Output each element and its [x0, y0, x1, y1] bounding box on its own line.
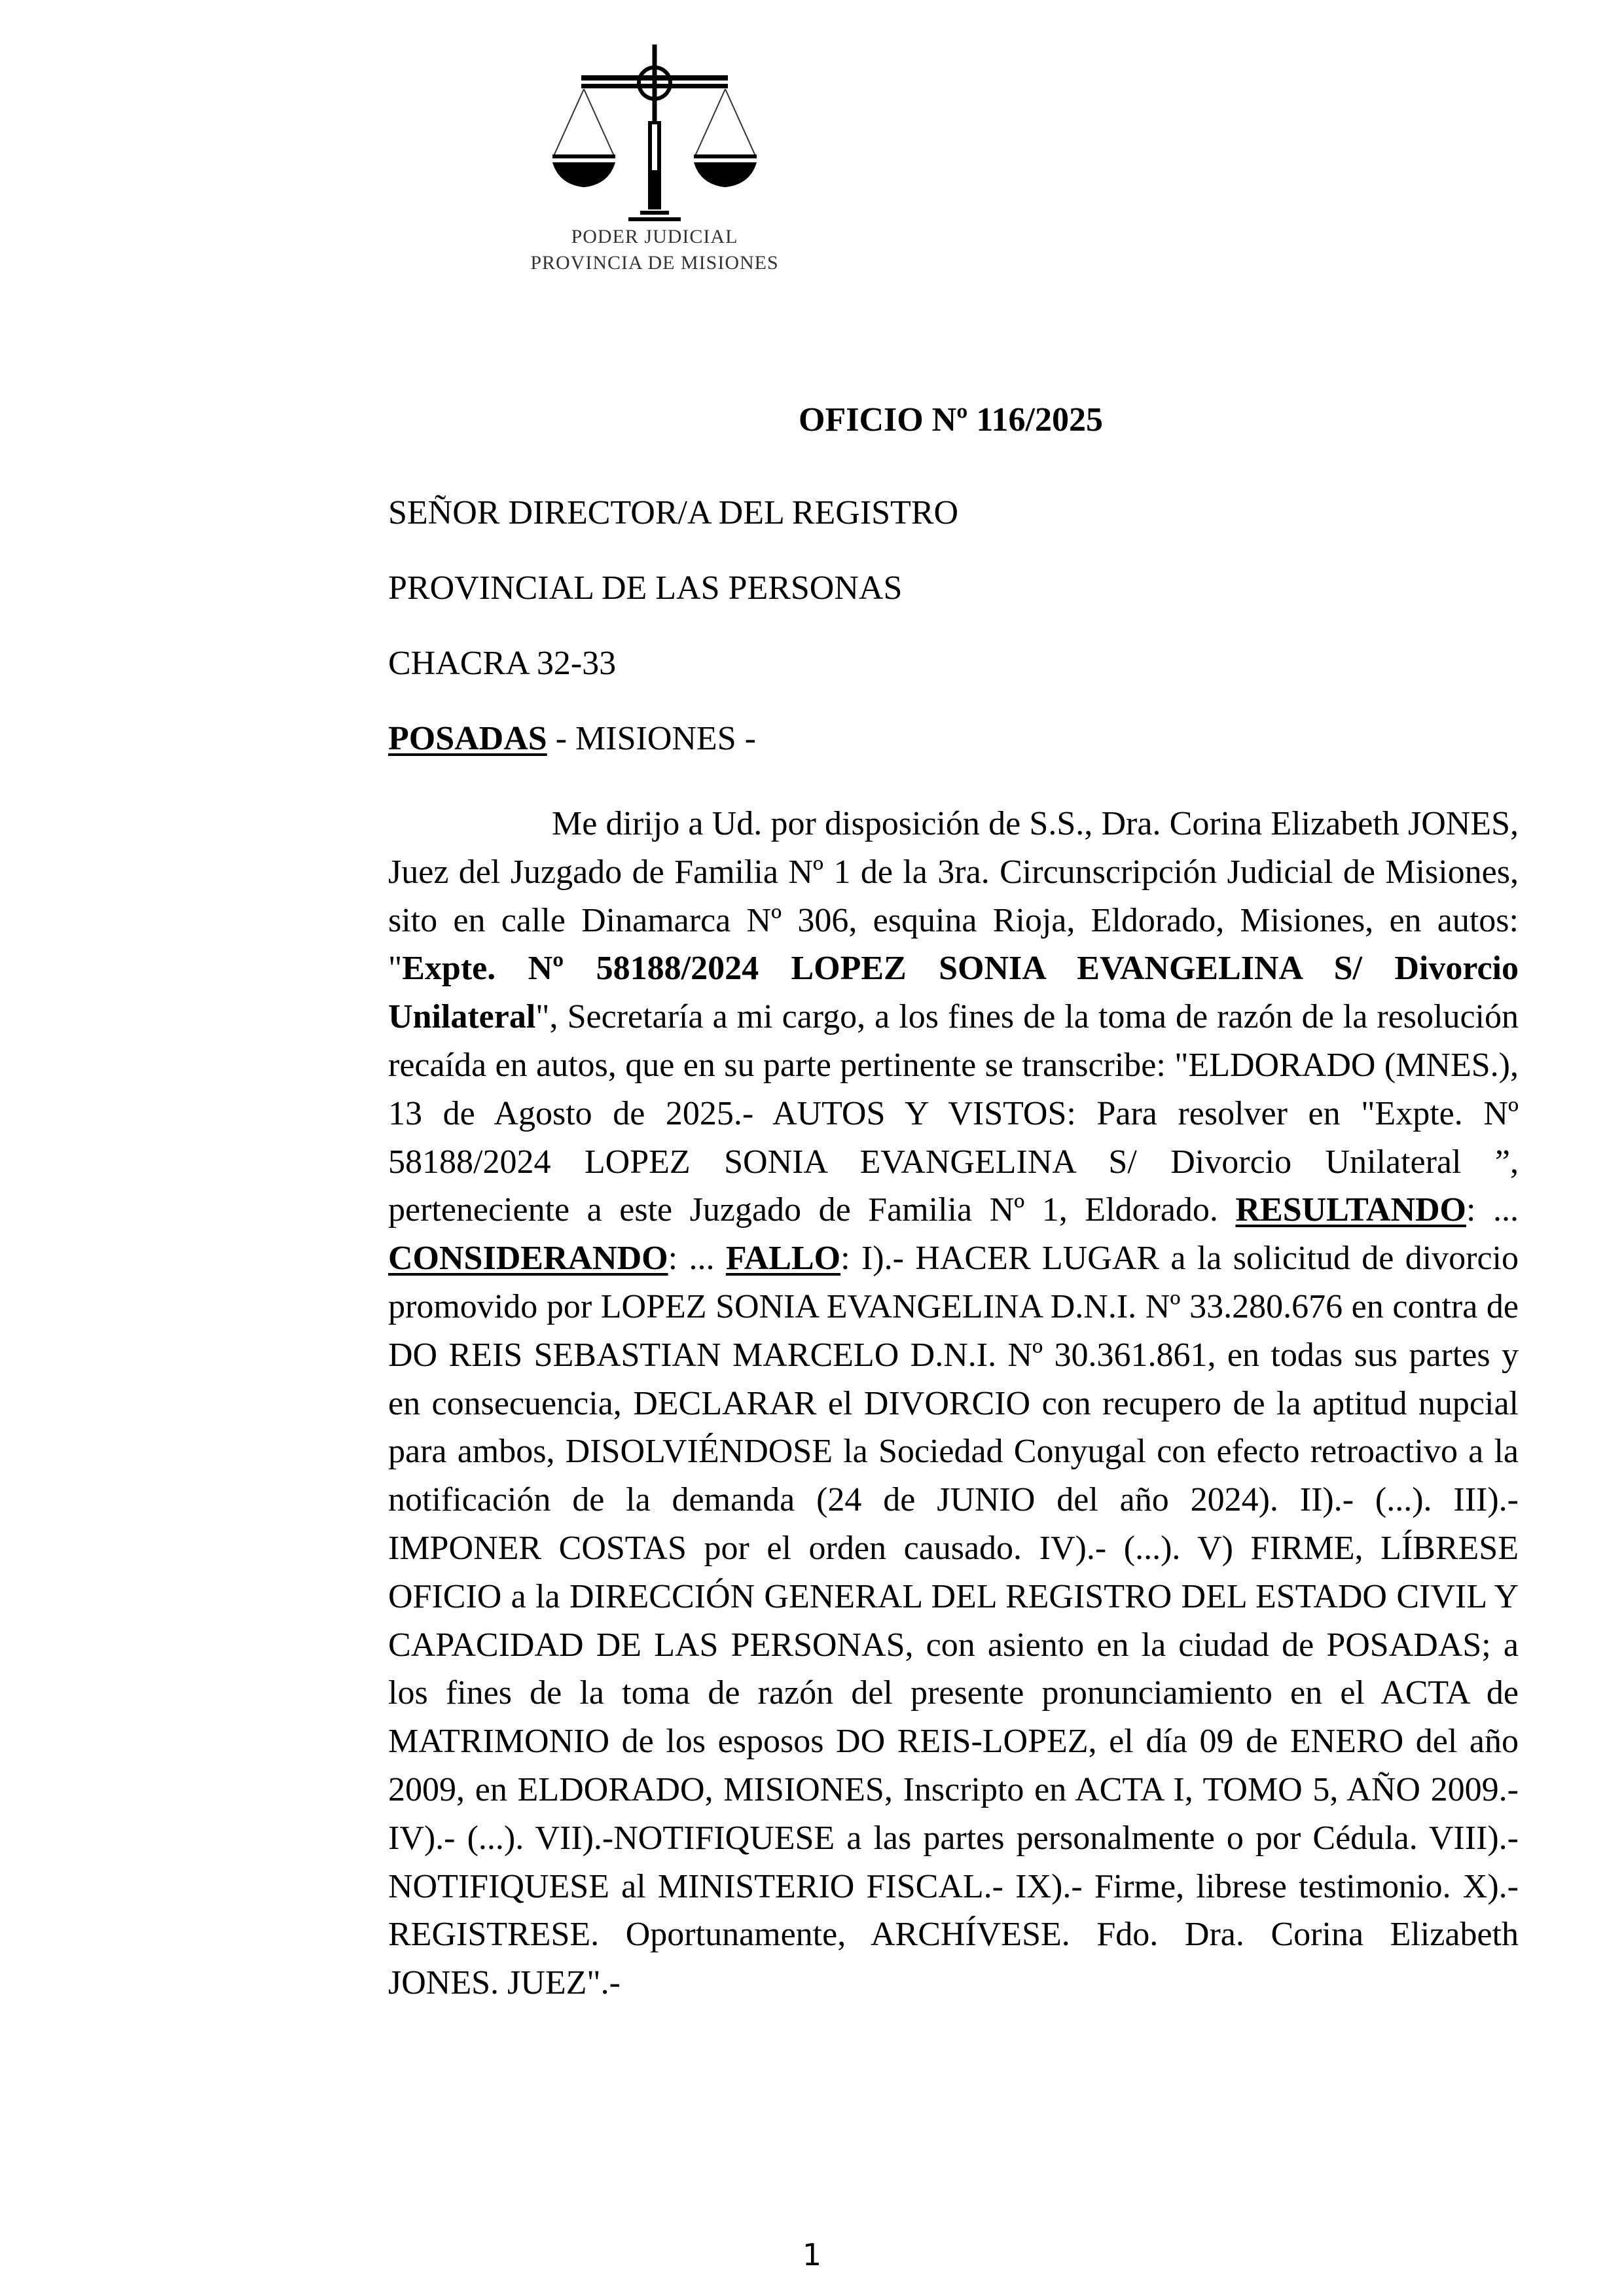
recipient-line-1: SEÑOR DIRECTOR/A DEL REGISTRO	[388, 494, 959, 531]
recipient-line-2: PROVINCIAL DE LAS PERSONAS	[388, 569, 903, 607]
recipient-city: POSADAS	[388, 720, 547, 757]
document-title: OFICIO Nº 116/2025	[799, 401, 1103, 439]
body-paragraph	[388, 800, 1519, 2007]
recipient-city-line	[388, 719, 756, 758]
document-body	[388, 800, 1519, 2007]
logo-text-poder-judicial: PODER JUDICIAL	[571, 226, 738, 247]
case-caption: Expte. Nº 58188/2024 LOPEZ SONIA EVANGELINA S/ Divorcio Unilateral	[388, 950, 1519, 1036]
scales-of-justice-icon	[543, 39, 766, 223]
logo-text-provincia: PROVINCIA DE MISIONES	[530, 252, 779, 274]
resultando-heading: RESULTANDO	[1235, 1191, 1467, 1229]
body-intro: Me dirijo a Ud. por disposición de S.S., Dra. Corina Elizabeth JONES, Juez del Juzgado de Familia Nº 1 de la 3ra. Circunscripción Judicial de Misiones, sito en calle Dinamarca Nº 306, esquina Rioja, Eldorado, Misiones, en autos: "	[388, 805, 1519, 988]
fallo-text: : I).- HACER LUGAR a la solicitud de divorcio promovido por LOPEZ SONIA EVANGELINA D.N.I. Nº 33.280.676 en contra de DO REIS SEBASTIAN MARCELO D.N.I. Nº 30.361.861, en todas sus partes y en consecuencia, DECLARAR el DIVORCIO con recupero de la aptitud nupcial para ambos, DISOLVIÉNDOSE la Sociedad Conyugal con efecto retroactivo a la notificación de la demanda (24 de JUNIO del año 2024). II).- (...). III).- IMPONER COSTAS por el orden causado. IV).- (...). V) FIRME, LÍBRESE OFICIO a la DIRECCIÓN GENERAL DEL REGISTRO DEL ESTADO CIVIL Y CAPACIDAD DE LAS PERSONAS, con asiento en la ciudad de POSADAS; a los fines de la toma de razón del presente pronunciamiento en el ACTA de MATRIMONIO de los esposos DO REIS-LOPEZ, el día 09 de ENERO del año 2009, en ELDORADO, MISIONES, Inscripto en ACTA I, TOMO 5, AÑO 2009.- IV).- (...). VII).-NOTIFIQUESE a las partes personalmente o por Cédula. VIII).- NOTIFIQUESE al MINISTERIO FISCAL.- IX).- Firme, librese testimonio. X).- REGISTRESE. Oportunamente, ARCHÍVESE. Fdo. Dra. Corina Elizabeth JONES. JUEZ".-	[388, 1240, 1519, 2002]
page-number: 1	[802, 2237, 822, 2272]
recipient-line-3: CHACRA 32-33	[388, 645, 617, 682]
separator: : ...	[1466, 1191, 1519, 1229]
recipient-province: - MISIONES -	[547, 720, 756, 757]
court-logo	[517, 39, 792, 288]
fallo-heading: FALLO	[725, 1240, 841, 1278]
separator: : ...	[668, 1240, 726, 1278]
considerando-heading: CONSIDERANDO	[388, 1240, 668, 1278]
body-transcription: ", Secretaría a mi cargo, a los fines de la toma de razón de la resolución recaída en autos, que en su parte pertinente se transcribe: "ELDORADO (MNES.), 13 de Agosto de 2025.- AUTOS Y VISTOS: Para resolver en "Expte. Nº 58188/2024 LOPEZ SONIA EVANGELINA S/ Divorcio Unilateral ”, perteneciente a este Juzgado de Familia Nº 1, Eldorado.	[388, 998, 1519, 1229]
